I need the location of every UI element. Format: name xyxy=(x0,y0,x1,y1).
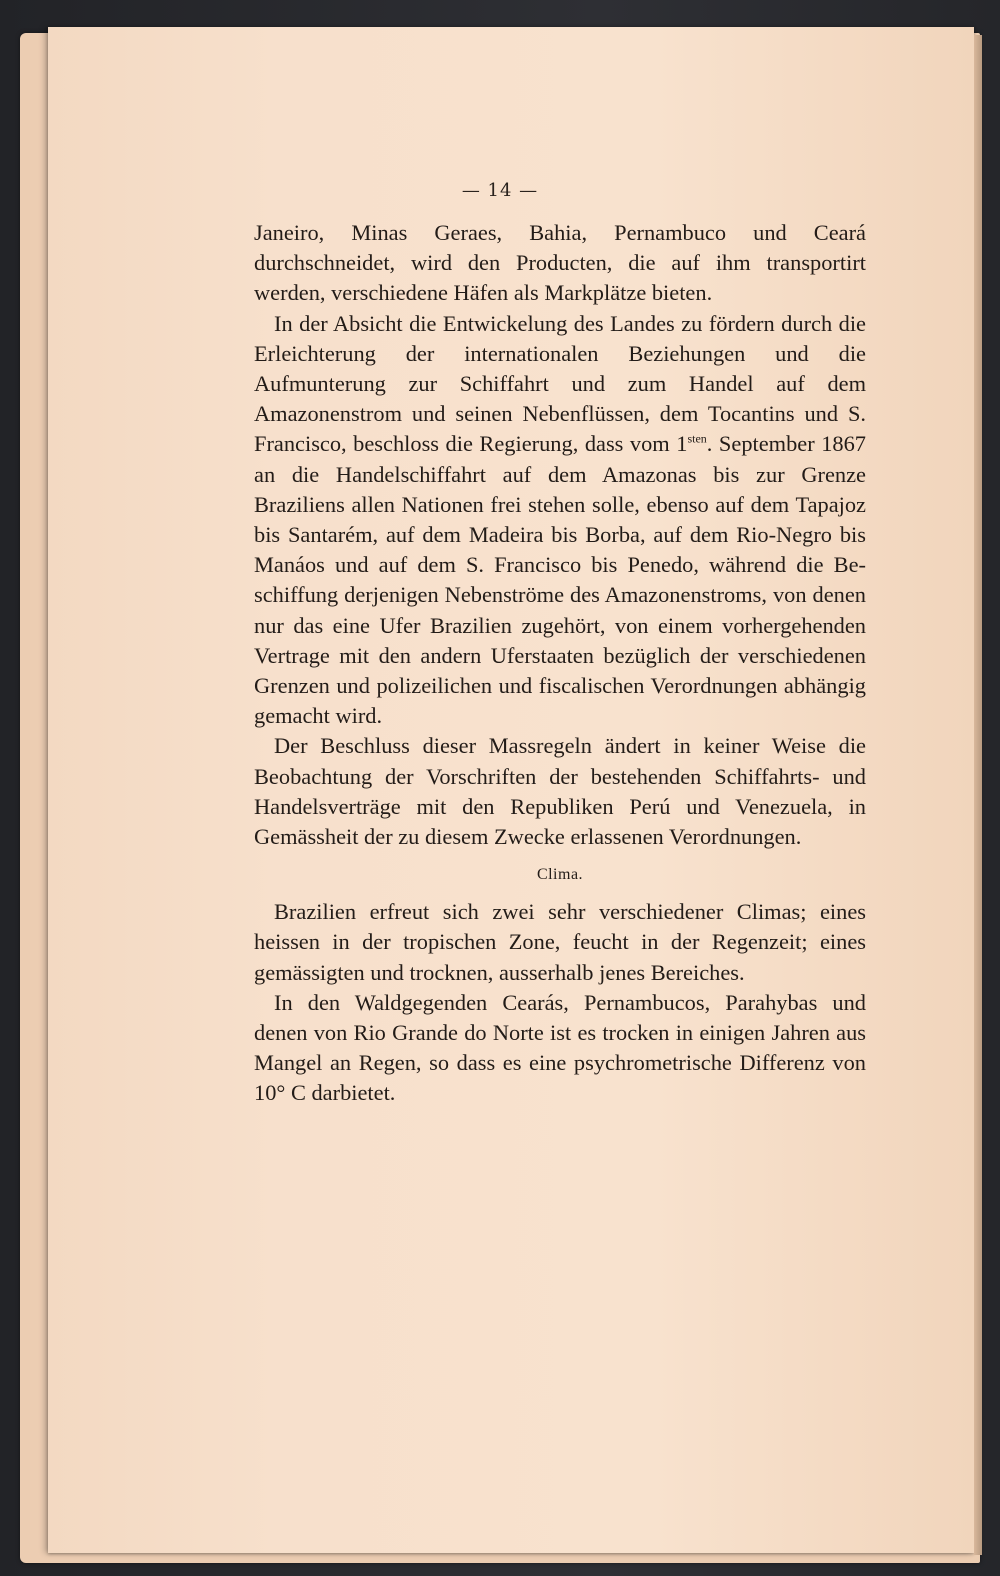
paragraph-3: Der Beschluss dieser Massregeln ändert in keiner Weise die Beobachtung der Vorschriften der bestehenden Schiffahrts- und Handelsverträge mit den Republiken Perú und Venezuela, in Gemässheit der zu diesem Zwecke erlassenen Verordnungen. xyxy=(254,733,866,850)
paragraph-2-part-a: In der Absicht die Entwickelung des Landes zu fördern durch die Erleichterung der internationalen Beziehungen und die Aufmunterung zur Schiffahrt und zum Handel auf dem Amazonenstrom und seinen Nebenflüssen, dem Tocantins und S. Francisco, beschloss die Regierung, dass vom 1 xyxy=(254,310,866,457)
paragraph-2 xyxy=(254,309,866,732)
page-edge xyxy=(974,35,982,1555)
page-number: — 14 — xyxy=(461,180,539,201)
paragraph-2-part-b: . September 1867 an die Handelschiffahrt auf dem Amazonas bis zur Grenze Braziliens allen Nationen frei stehen solle, ebenso auf dem Tapajoz bis Santarém, auf dem Madeira bis Borba, auf dem Rio-Negro bis Manáos und auf dem S. Francisco bis Penedo, während die Beschiffung derjenigen Nebenströme des Amazonenstroms, von denen nur das eine Ufer Brazilien zugehört, von einem vorhergehenden Vertrage mit den andern Uferstaaten bezüglich der verschiedenen Grenzen und polizeilichen und fiscalischen Verordnungen abhängig gemacht wird. xyxy=(254,431,866,729)
paragraph-4: Brazilien erfreut sich zwei sehr verschiedener Climas; eines heissen in der tropischen Zone, feucht in der Regenzeit; eines gemässigten und trocknen, ausserhalb jenes Bereiches. xyxy=(254,899,866,985)
ordinal-suffix: sten xyxy=(687,431,707,446)
paragraph-5: In den Waldgegenden Cearás, Pernambucos, Parahybas und denen von Rio Grande do Norte ist es trocken in einigen Jahren aus Mangel an Regen, so dass es eine psychrometrische Differenz von 10° C darbietet. xyxy=(254,989,866,1106)
page-text xyxy=(254,218,866,1109)
paragraph-1: Janeiro, Minas Geraes, Bahia, Pernambuco und Ceará durchschneidet, wird den Producten, die auf ihm transportirt werden, verschiedene Häfen als Markplätze bieten. xyxy=(254,220,866,306)
section-heading: Clima. xyxy=(536,866,584,884)
